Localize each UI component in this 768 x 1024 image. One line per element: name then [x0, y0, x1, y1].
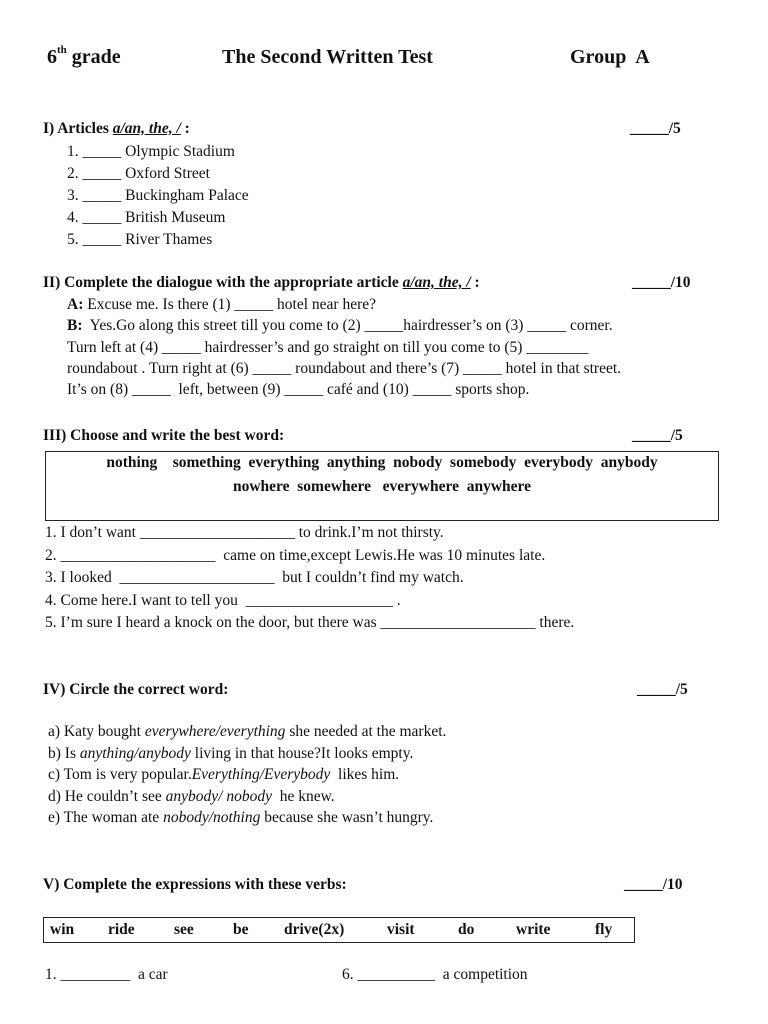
s3-item: 5. I’m sure I heard a knock on the door, but there was ____________________ there.: [45, 614, 575, 631]
section-3-score: _____/5: [632, 427, 683, 444]
verb-item: visit: [387, 921, 415, 938]
section-2-heading: II) Complete the dialogue with the appropriate article a/an, the, / :: [43, 274, 480, 291]
section-4-score: _____/5: [637, 681, 688, 698]
verb-item: see: [174, 921, 194, 938]
s4-item: e) The woman ate nobody/nothing because she wasn’t hungry.: [48, 809, 434, 826]
verb-item: fly: [595, 921, 613, 938]
section-2-score: _____/10: [632, 274, 691, 291]
grade-label: 6th grade: [47, 44, 121, 68]
s3-item: 3. I looked ____________________ but I couldn’t find my watch.: [45, 569, 464, 586]
section-4-heading: IV) Circle the correct word:: [43, 681, 229, 698]
dialogue-line: It’s on (8) _____ left, between (9) _____ café and (10) _____ sports shop.: [67, 381, 530, 398]
s5-item: 1. _________ a car: [45, 966, 168, 983]
s1-item: 2. _____ Oxford Street: [67, 165, 210, 182]
section-1-heading: I) Articles a/an, the, / :: [43, 120, 190, 137]
word-bank-row-2: nowhere somewhere everywhere anywhere: [232, 478, 532, 495]
test-title: The Second Written Test: [222, 46, 433, 68]
verb-item: do: [458, 921, 475, 938]
verb-item: be: [233, 921, 249, 938]
verb-item: win: [50, 921, 75, 938]
s1-item: 4. _____ British Museum: [67, 209, 226, 226]
verb-bank-box: [43, 917, 635, 943]
word-bank-box: [45, 451, 719, 521]
s4-item: b) Is anything/anybody living in that house?It looks empty.: [48, 745, 414, 762]
dialogue-line: roundabout . Turn right at (6) _____ roundabout and there’s (7) _____ hotel in that street.: [67, 360, 622, 377]
s1-item: 3. _____ Buckingham Palace: [67, 187, 249, 204]
verb-item: write: [516, 921, 551, 938]
dialogue-line-a: A: Excuse me. Is there (1) _____ hotel near here?: [67, 296, 377, 313]
s5-item: 6. __________ a competition: [342, 966, 528, 983]
group-label: Group A: [570, 46, 650, 68]
section-5-heading: V) Complete the expressions with these verbs:: [43, 876, 347, 893]
dialogue-line: Turn left at (4) _____ hairdresser’s and go straight on till you come to (5) ________: [67, 339, 589, 356]
s1-item: 1. _____ Olympic Stadium: [67, 143, 235, 160]
s4-item: c) Tom is very popular.Everything/Everybody likes him.: [48, 766, 400, 783]
s4-item: a) Katy bought everywhere/everything she needed at the market.: [48, 723, 447, 740]
s3-item: 2. ____________________ came on time,except Lewis.He was 10 minutes late.: [45, 547, 546, 564]
word-bank-row-1: nothing something everything anything nobody somebody everybody anybody: [106, 454, 658, 471]
section-5-score: _____/10: [624, 876, 683, 893]
s3-item: 4. Come here.I want to tell you ___________________ .: [45, 592, 401, 609]
section-3-heading: III) Choose and write the best word:: [43, 427, 285, 444]
verb-item: drive(2x): [284, 921, 345, 938]
verb-item: ride: [108, 921, 135, 938]
s3-item: 1. I don’t want ____________________ to drink.I’m not thirsty.: [45, 524, 444, 541]
section-1-score: _____/5: [630, 120, 681, 137]
dialogue-line-b: B: Yes.Go along this street till you come to (2) _____hairdresser’s on (3) _____ corner.: [67, 317, 613, 334]
s1-item: 5. _____ River Thames: [67, 231, 213, 248]
s4-item: d) He couldn’t see anybody/ nobody he knew.: [48, 788, 335, 805]
